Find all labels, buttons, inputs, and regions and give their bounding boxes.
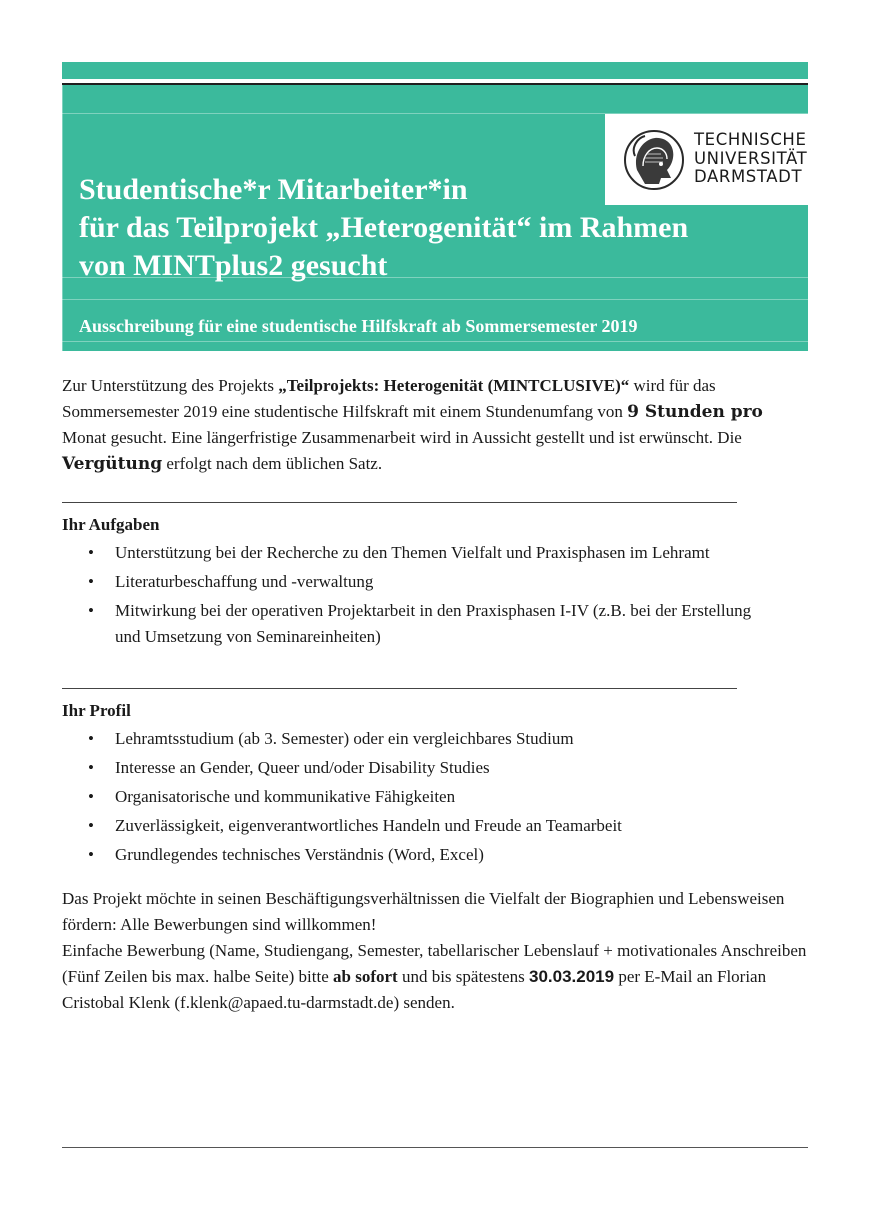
list-item: • Lehramtsstudium (ab 3. Semester) oder ein vergleichbares Studium: [115, 726, 812, 752]
tasks-heading: Ihr Aufgaben: [62, 515, 160, 534]
intro-text: wird für das Sommersemester 2019 eine studentische Hilfskraft mit einem Stundenumfang von: [62, 376, 716, 421]
tasks-list: [62, 540, 812, 650]
instructions-text: Einfache Bewerbung (Name, Studiengang, Semester, tabellarischer Lebenslauf + motivationales Anschreiben (Fünf Zeilen bis max. halbe Seite) bitte: [62, 941, 807, 986]
list-item: • Literaturbeschaffung und -verwaltung: [115, 569, 812, 595]
top-accent-bar: [62, 62, 808, 79]
instructions-text: und bis spätestens: [397, 967, 529, 986]
page-subtitle: Ausschreibung für eine studentische Hilfskraft ab Sommersemester 2019: [79, 316, 638, 336]
main-content: [62, 373, 812, 1016]
footer-divider: [62, 1147, 808, 1148]
profile-heading: Ihr Profil: [62, 701, 131, 720]
intro-text: erfolgt nach dem üblichen Satz.: [162, 454, 383, 473]
diversity-statement: Das Projekt möchte in seinen Beschäftigungsverhältnissen die Vielfalt der Biographien und Lebensweisen fördern: Alle Bewerbungen sind willkommen!: [62, 889, 785, 934]
list-item: • Zuverlässigkeit, eigenverantwortliches Handeln und Freude an Teamarbeit: [115, 813, 812, 839]
start-emphasis: ab sofort: [333, 967, 398, 986]
title-line: Studentische*r Mitarbeiter*in: [79, 173, 468, 206]
logo-line: DARMSTADT: [694, 167, 803, 186]
title-line: von MINTplus2 gesucht: [79, 249, 388, 282]
intro-text: Zur Unterstützung des Projekts: [62, 376, 279, 395]
logo-line: TECHNISCHE: [694, 130, 807, 149]
banner-guide-line: [62, 299, 808, 300]
profile-list: [62, 726, 812, 868]
project-name: „Teilprojekts: Heterogenität (MINTCLUSIVE)“: [278, 376, 630, 395]
page-title: [79, 171, 779, 285]
hours-emphasis: 9 Stunden pro: [627, 402, 763, 422]
logo-line: UNIVERSITÄT: [694, 148, 808, 168]
section-divider: [62, 502, 737, 503]
list-item: • Unterstützung bei der Recherche zu den Themen Vielfalt und Praxisphasen im Lehramt: [115, 540, 812, 566]
banner-guide-line: [62, 341, 808, 342]
instructions-text: per E-Mail an Florian Cristobal Klenk (f.klenk@apaed.tu-darmstadt.de) senden.: [62, 967, 767, 1012]
deadline-date: 30.03.2019: [528, 967, 615, 986]
title-line: für das Teilprojekt „Heterogenität“ im Rahmen: [79, 211, 689, 244]
list-item: • Grundlegendes technisches Verständnis (Word, Excel): [115, 842, 812, 868]
application-instructions: [62, 938, 807, 1016]
intro-text: Monat gesucht. Eine längerfristige Zusammenarbeit wird in Aussicht gestellt und ist erwünscht. Die: [62, 428, 742, 447]
banner-guide-line: [62, 85, 63, 351]
intro-paragraph: [62, 373, 807, 477]
section-divider: [62, 688, 737, 689]
list-item: • Organisatorische und kommunikative Fähigkeiten: [115, 784, 812, 810]
banner-top-rule: [62, 83, 808, 85]
list-item: • Mitwirkung bei der operativen Projektarbeit in den Praxisphasen I-IV (z.B. bei der Erstellung und Umsetzung von Seminareinheiten): [115, 598, 775, 650]
header-banner: [62, 83, 808, 351]
list-item: • Interesse an Gender, Queer und/oder Disability Studies: [115, 755, 812, 781]
compensation-emphasis: Vergütung: [62, 454, 163, 474]
